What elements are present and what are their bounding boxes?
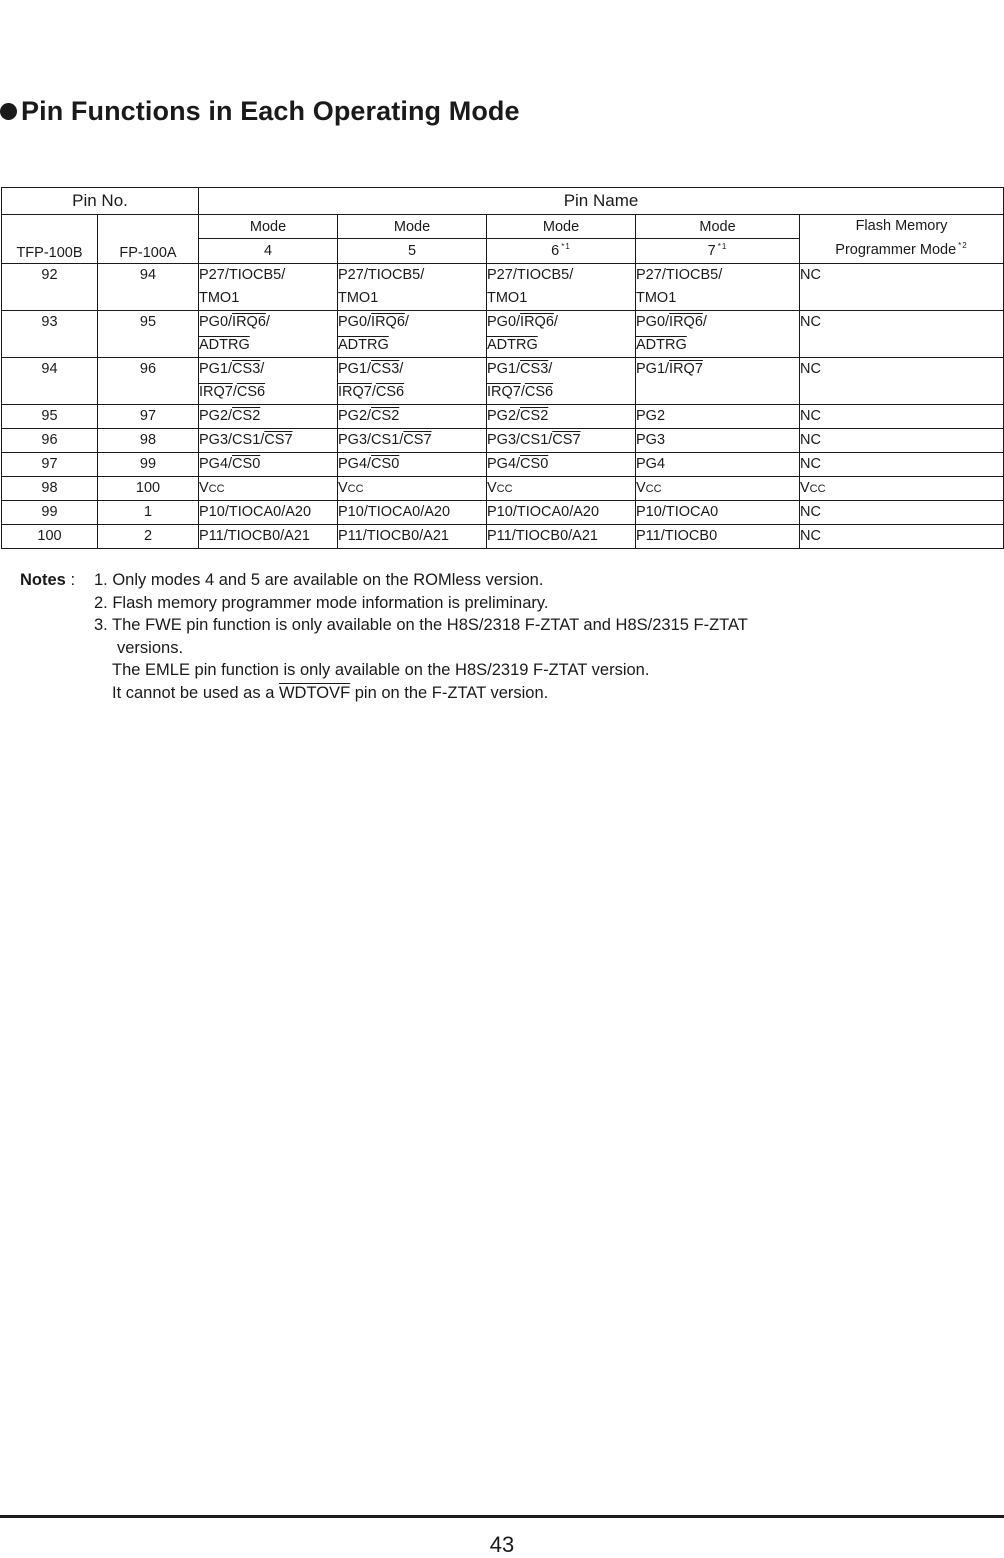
flash-mode-header bbox=[800, 215, 1004, 264]
mode-4-cell: PG3/CS1/CS7 bbox=[199, 428, 338, 452]
mode-5-cell: PG4/CS0 bbox=[338, 452, 487, 476]
table-row bbox=[2, 452, 1004, 476]
flash-mode-cell: NC bbox=[800, 428, 1004, 452]
page-number: 43 bbox=[489, 1532, 515, 1557]
flash-mode-cell: NC bbox=[800, 524, 1004, 548]
mode-4-cell: P11/TIOCB0/A21 bbox=[199, 524, 338, 548]
bullet-icon bbox=[0, 103, 17, 120]
mode-6-cell: VCC bbox=[487, 476, 636, 500]
tfp-pin-cell: 92 bbox=[2, 263, 98, 310]
mode-4-cell: PG2/CS2 bbox=[199, 404, 338, 428]
table-row bbox=[2, 476, 1004, 500]
mode-6-cell: P27/TIOCB5/ TMO1 bbox=[487, 263, 636, 310]
flash-mode-cell: NC bbox=[800, 357, 1004, 404]
note-2: 2. Flash memory programmer mode information is preliminary. bbox=[94, 593, 549, 612]
tfp-pin-cell: 98 bbox=[2, 476, 98, 500]
flash-mode-cell: NC bbox=[800, 500, 1004, 524]
mode-7-cell: PG0/IRQ6/ ADTRG bbox=[636, 310, 800, 357]
mode-4-cell: PG0/IRQ6/ ADTRG bbox=[199, 310, 338, 357]
flash-mode-cell: NC bbox=[800, 310, 1004, 357]
note-3-wdtovf: It cannot be used as a WDTOVF pin on the F-ZTAT version. bbox=[112, 683, 549, 702]
mode-7-cell: VCC bbox=[636, 476, 800, 500]
mode-7-cell: P11/TIOCB0 bbox=[636, 524, 800, 548]
pin-no-header: Pin No. bbox=[2, 188, 199, 215]
table-row bbox=[2, 263, 1004, 310]
fp-pin-cell: 96 bbox=[98, 357, 199, 404]
mode-6-cell: PG2/CS2 bbox=[487, 404, 636, 428]
tfp-pin-cell: 93 bbox=[2, 310, 98, 357]
pin-functions-table bbox=[1, 187, 1004, 549]
note-3-continued: versions. bbox=[117, 638, 184, 657]
mode-5-cell: P10/TIOCA0/A20 bbox=[338, 500, 487, 524]
mode-7-cell: P27/TIOCB5/ TMO1 bbox=[636, 263, 800, 310]
tfp-pin-cell: 96 bbox=[2, 428, 98, 452]
mode-label: Mode bbox=[199, 215, 338, 239]
mode-5-cell: PG0/IRQ6/ ADTRG bbox=[338, 310, 487, 357]
mode-5-cell: PG3/CS1/CS7 bbox=[338, 428, 487, 452]
pkg-header-top-tfp bbox=[2, 215, 98, 239]
mode-4-cell: PG1/CS3/ IRQ7/CS6 bbox=[199, 357, 338, 404]
mode-7-cell: PG2 bbox=[636, 404, 800, 428]
page-title: Pin Functions in Each Operating Mode bbox=[21, 96, 520, 126]
fp-pin-cell: 99 bbox=[98, 452, 199, 476]
mode-7-cell: PG1/IRQ7 bbox=[636, 357, 800, 404]
fp-pin-cell: 1 bbox=[98, 500, 199, 524]
table-row bbox=[2, 404, 1004, 428]
mode-footnote: *1 bbox=[717, 242, 728, 252]
pin-name-header: Pin Name bbox=[199, 188, 1004, 215]
tfp-pin-cell: 100 bbox=[2, 524, 98, 548]
mode-5-cell: P11/TIOCB0/A21 bbox=[338, 524, 487, 548]
notes bbox=[20, 569, 748, 704]
flash-footnote: *2 bbox=[958, 241, 968, 251]
mode-6-cell: PG1/CS3/ IRQ7/CS6 bbox=[487, 357, 636, 404]
mode-6-cell: P10/TIOCA0/A20 bbox=[487, 500, 636, 524]
fp-pin-cell: 2 bbox=[98, 524, 199, 548]
mode-number-5: 5 bbox=[338, 239, 487, 264]
note-1: 1. Only modes 4 and 5 are available on the ROMless version. bbox=[94, 571, 544, 589]
fp-pin-cell: 95 bbox=[98, 310, 199, 357]
mode-4-cell: VCC bbox=[199, 476, 338, 500]
fp-pin-cell: 98 bbox=[98, 428, 199, 452]
pkg-header-top-fp bbox=[98, 215, 199, 239]
mode-7-cell: PG3 bbox=[636, 428, 800, 452]
table-row bbox=[2, 524, 1004, 548]
pkg-header-tfp: TFP-100B bbox=[2, 239, 98, 264]
mode-4-cell: P27/TIOCB5/ TMO1 bbox=[199, 263, 338, 310]
flash-mode-cell: NC bbox=[800, 404, 1004, 428]
mode-7-cell: PG4 bbox=[636, 452, 800, 476]
mode-7-cell: P10/TIOCA0 bbox=[636, 500, 800, 524]
mode-6-cell: PG0/IRQ6/ ADTRG bbox=[487, 310, 636, 357]
mode-5-cell: PG1/CS3/ IRQ7/CS6 bbox=[338, 357, 487, 404]
table-row bbox=[2, 428, 1004, 452]
mode-label: Mode bbox=[338, 215, 487, 239]
tfp-pin-cell: 97 bbox=[2, 452, 98, 476]
tfp-pin-cell: 95 bbox=[2, 404, 98, 428]
note-3: 3. The FWE pin function is only available on the H8S/2318 F-ZTAT and H8S/2315 F-ZTAT bbox=[94, 616, 748, 634]
footer-rule bbox=[0, 1515, 1004, 1518]
notes-label: Notes bbox=[20, 571, 66, 589]
mode-6-cell: PG4/CS0 bbox=[487, 452, 636, 476]
mode-6-cell: PG3/CS1/CS7 bbox=[487, 428, 636, 452]
mode-4-cell: PG4/CS0 bbox=[199, 452, 338, 476]
mode-footnote: *1 bbox=[561, 242, 571, 252]
pkg-header-fp: FP-100A bbox=[98, 239, 199, 264]
mode-5-cell: PG2/CS2 bbox=[338, 404, 487, 428]
tfp-pin-cell: 99 bbox=[2, 500, 98, 524]
fp-pin-cell: 94 bbox=[98, 263, 199, 310]
fp-pin-cell: 100 bbox=[98, 476, 199, 500]
section-heading bbox=[0, 96, 520, 127]
wdtovf-signal: WDTOVF bbox=[278, 683, 351, 702]
flash-label-line1: Flash Memory bbox=[855, 218, 948, 235]
mode-label: Mode bbox=[636, 215, 800, 239]
flash-mode-cell: VCC bbox=[800, 476, 1004, 500]
mode-5-cell: VCC bbox=[338, 476, 487, 500]
flash-label-line2: Programmer Mode bbox=[835, 242, 957, 259]
note-3-emle: The EMLE pin function is only available on the H8S/2319 F-ZTAT version. bbox=[112, 661, 650, 679]
table-row bbox=[2, 500, 1004, 524]
tfp-pin-cell: 94 bbox=[2, 357, 98, 404]
mode-4-cell: P10/TIOCA0/A20 bbox=[199, 500, 338, 524]
flash-mode-cell: NC bbox=[800, 452, 1004, 476]
pin-rows bbox=[2, 263, 1004, 548]
table-row bbox=[2, 357, 1004, 404]
notes-separator: : bbox=[70, 571, 76, 589]
mode-label: Mode bbox=[487, 215, 636, 239]
mode-number-6: 6 $^{*1}$ bbox=[487, 239, 636, 264]
table-row bbox=[2, 310, 1004, 357]
flash-mode-cell: NC bbox=[800, 263, 1004, 310]
mode-5-cell: P27/TIOCB5/ TMO1 bbox=[338, 263, 487, 310]
mode-6-cell: P11/TIOCB0/A21 bbox=[487, 524, 636, 548]
mode-number-7: 7 $^{*1}$ bbox=[636, 239, 800, 264]
mode-number-4: 4 bbox=[199, 239, 338, 264]
fp-pin-cell: 97 bbox=[98, 404, 199, 428]
